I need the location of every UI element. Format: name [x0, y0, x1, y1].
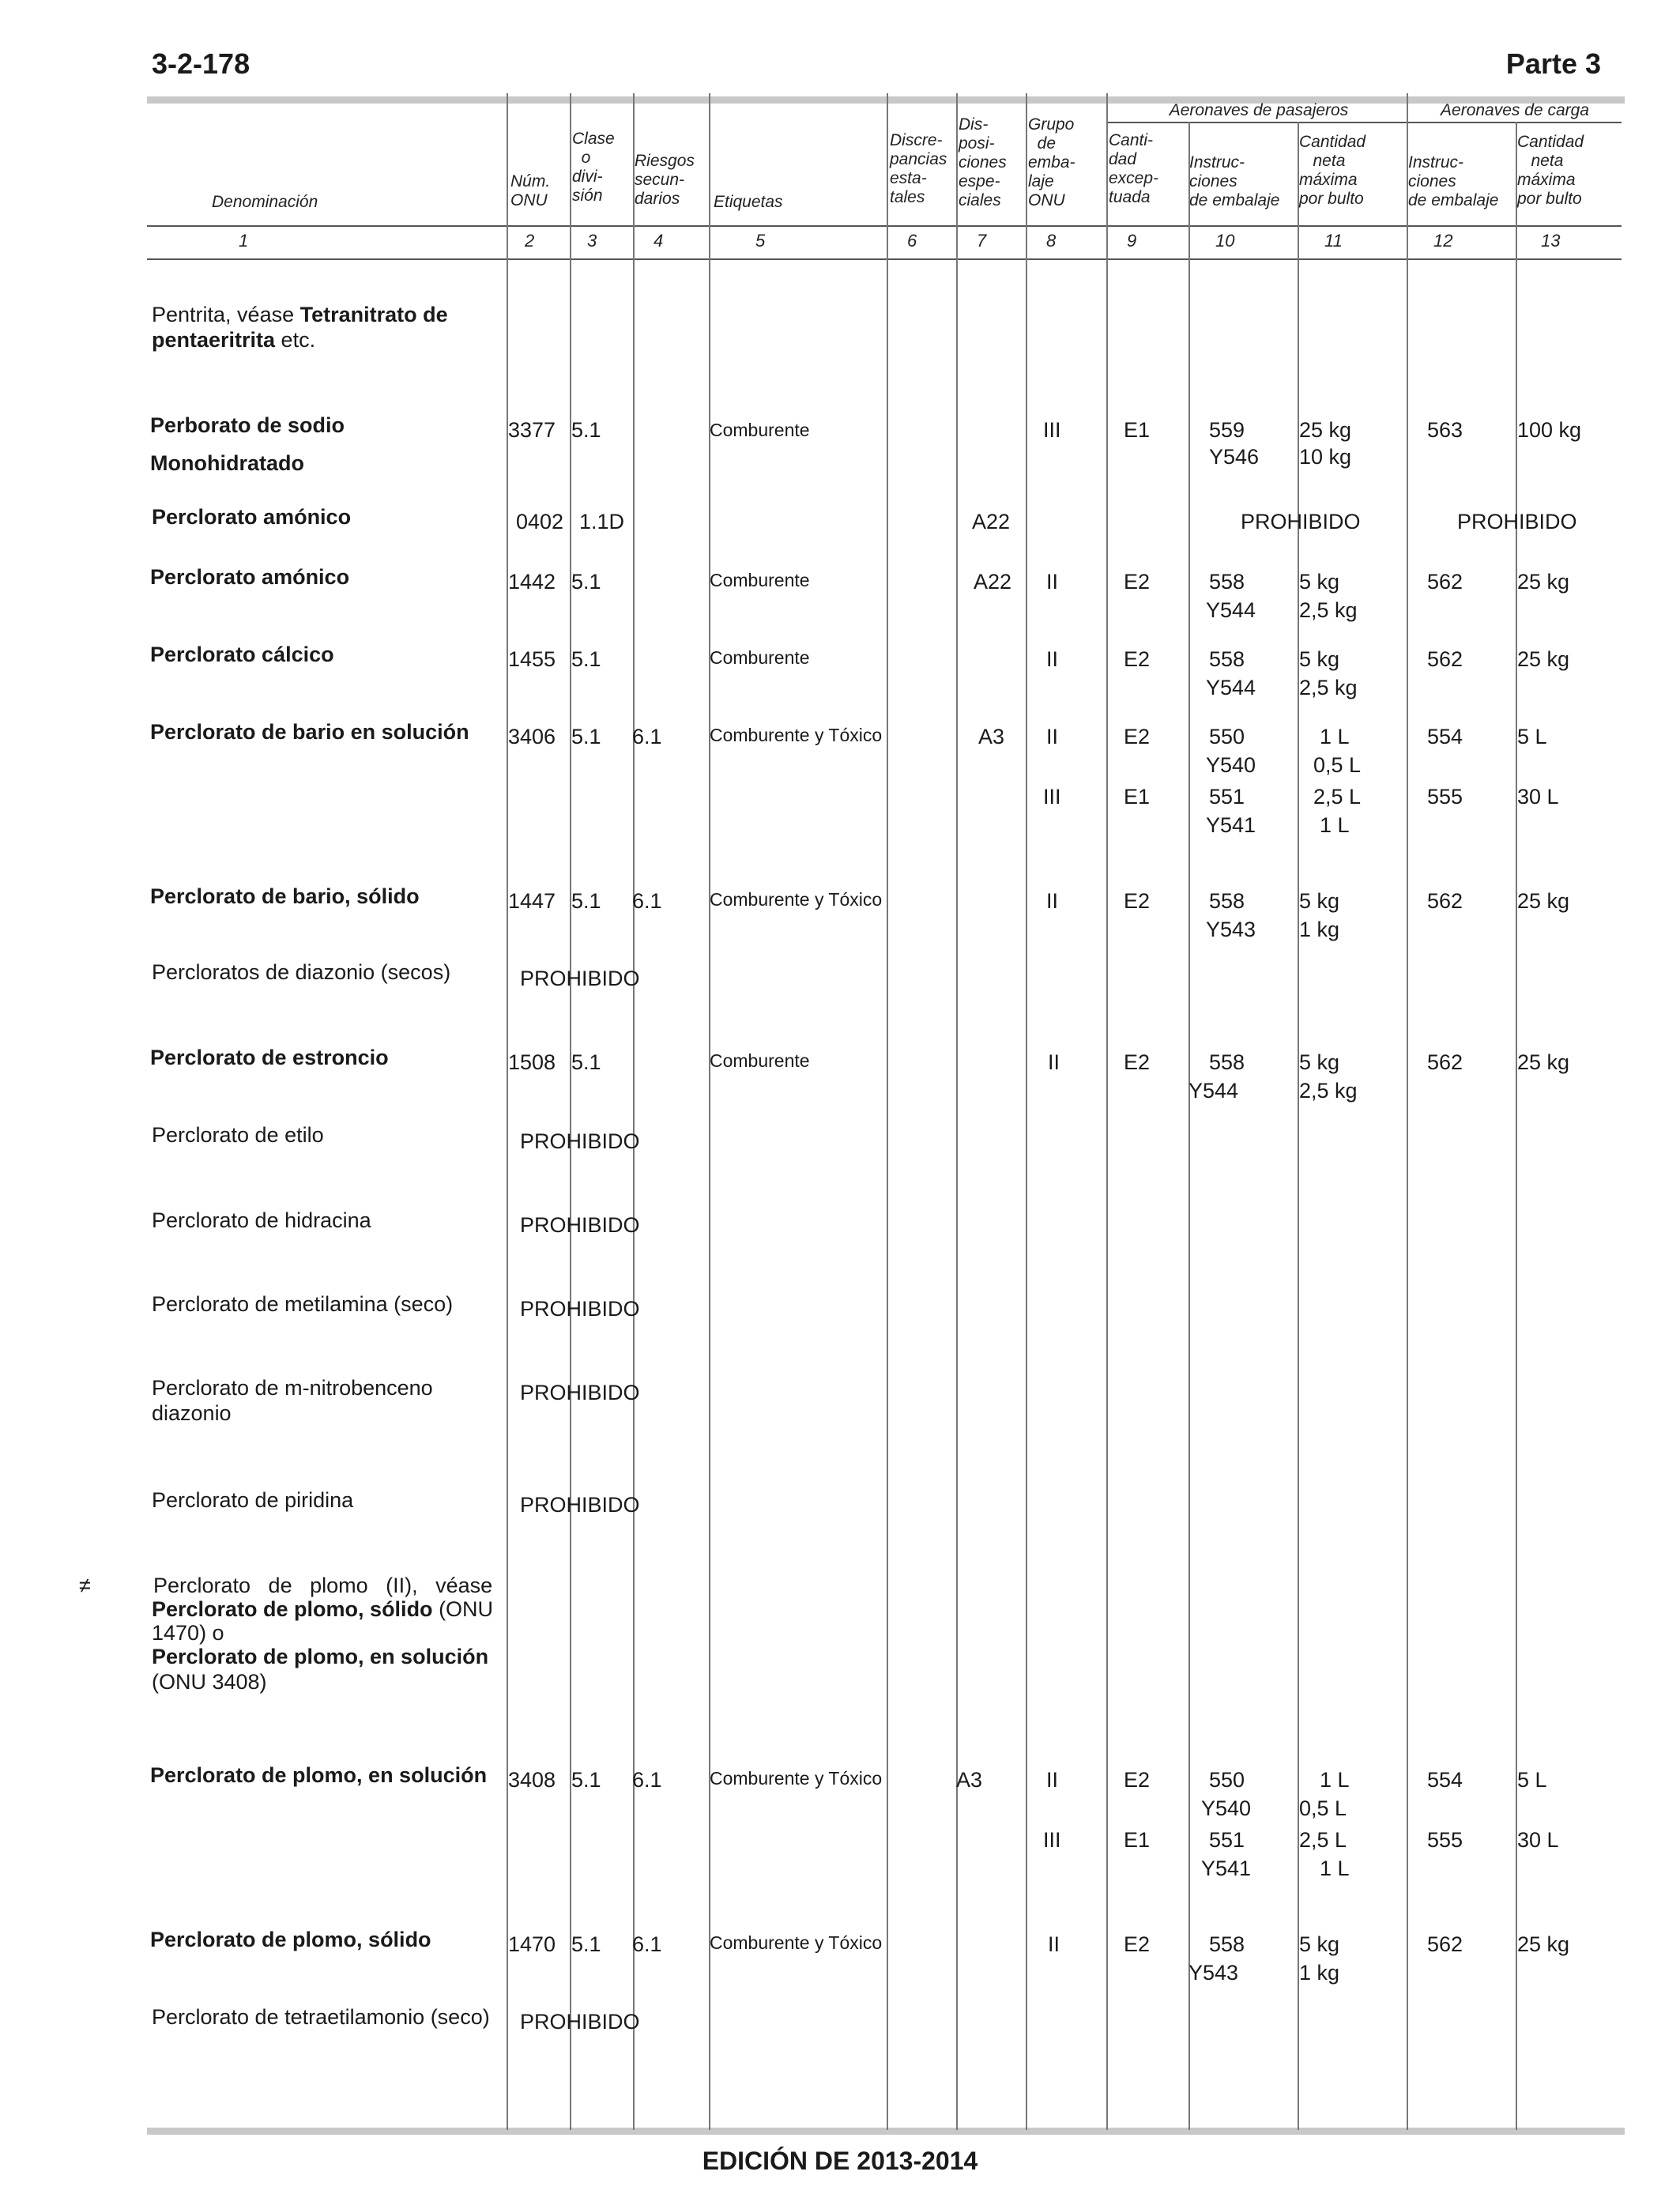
entry-name: Perclorato de plomo (II), véase [153, 1574, 493, 1597]
col-header-instrucciones-pax: Instruc- ciones de embalaje [1189, 153, 1280, 209]
packing-group: III [1043, 1828, 1061, 1852]
top-rule [147, 96, 1625, 104]
onu-number: 0402 [516, 510, 564, 533]
cargo-instruction: 555 [1427, 785, 1463, 809]
cargo-quantity: 25 kg [1517, 570, 1570, 594]
col-number: 13 [1541, 231, 1561, 251]
pax-instruction: 559 [1209, 418, 1245, 442]
prohibited: PROHIBIDO [520, 967, 640, 990]
col-number: 10 [1215, 231, 1235, 251]
class-division: 5.1 [571, 1932, 601, 1956]
pax-quantity: 5 kg [1299, 570, 1340, 594]
label: Comburente [710, 420, 810, 440]
onu-number: 3377 [508, 418, 556, 442]
col-divider [887, 93, 888, 2130]
label: Comburente y Tóxico [710, 1932, 883, 1953]
cargo-instruction: 562 [1427, 570, 1463, 594]
entry-name: Perclorato de tetraetilamonio (seco) [152, 2005, 490, 2029]
pax-instruction: 558 [1209, 647, 1245, 671]
entry-name: Perclorato de metilamina (seco) [152, 1292, 454, 1316]
col-header-denominacion: Denominación [212, 193, 318, 211]
group-header-pasajeros: Aeronaves de pasajeros [1169, 101, 1349, 119]
entry-name: Perclorato de plomo, sólido [150, 1928, 431, 1951]
label: Comburente [710, 1050, 810, 1071]
col-divider [1407, 93, 1408, 2130]
col-number: 1 [239, 231, 249, 251]
pax-instruction: 550 [1209, 1768, 1245, 1792]
excepted-quantity: E2 [1124, 647, 1151, 671]
cargo-instruction: 562 [1427, 889, 1463, 913]
pax-instruction: Y546 [1209, 445, 1260, 469]
col-header-onu: Núm. ONU [510, 172, 551, 209]
entry-name: Perclorato de m-nitrobenceno [152, 1376, 433, 1400]
cargo-quantity: 25 kg [1517, 647, 1570, 671]
excepted-quantity: E2 [1124, 1768, 1151, 1792]
pax-quantity: 5 kg [1299, 889, 1340, 913]
entry-reference-line [152, 1596, 493, 1622]
part-label: Parte 3 [1505, 47, 1601, 80]
col-header-cantidad-exceptuada: Canti- dad excep- tuada [1109, 131, 1159, 206]
pax-instruction: 558 [1209, 570, 1245, 594]
entry-name: Perclorato de plomo, en solución [150, 1763, 488, 1787]
packing-group: II [1046, 889, 1059, 913]
pax-quantity: 1 kg [1299, 918, 1340, 941]
cargo-instruction: 563 [1427, 418, 1463, 442]
col-number: 2 [525, 231, 535, 251]
cargo-quantity: 30 L [1517, 785, 1559, 809]
pax-instruction: Y540 [1206, 753, 1256, 777]
subsidiary-risk: 6.1 [632, 889, 662, 913]
prohibited: PROHIBIDO [520, 1213, 640, 1237]
pax-instruction: Y544 [1188, 1079, 1239, 1103]
entry-reference: Perclorato de plomo, sólido [152, 1597, 433, 1621]
col-number: 12 [1433, 231, 1453, 251]
cargo-quantity: 25 kg [1517, 1932, 1570, 1956]
col-header-grupo: Grupo de emba- laje ONU [1028, 115, 1075, 209]
entry-name: Perclorato de etilo [152, 1123, 324, 1147]
pax-instruction: Y541 [1201, 1857, 1252, 1880]
prohibited: PROHIBIDO [520, 1493, 640, 1517]
excepted-quantity: E2 [1124, 1050, 1151, 1074]
subsidiary-risk: 6.1 [632, 1932, 662, 1956]
excepted-quantity: E2 [1124, 725, 1151, 748]
packing-group: II [1048, 1932, 1060, 1956]
cargo-quantity: 30 L [1517, 1828, 1559, 1852]
cargo-instruction: 562 [1427, 1050, 1463, 1074]
special-provision: A3 [978, 725, 1005, 748]
excepted-quantity: E2 [1124, 570, 1151, 594]
entry-name: Perclorato de hidracina [152, 1208, 371, 1232]
label: Comburente y Tóxico [710, 725, 883, 745]
col-header-riesgos: Riesgos secun- darios [635, 152, 695, 208]
pax-quantity: 2,5 kg [1299, 676, 1358, 699]
pax-instruction: Y544 [1206, 598, 1256, 622]
aircraft-group-divider [1108, 122, 1622, 123]
col-number: 5 [755, 231, 766, 251]
entry-name: etc. [275, 328, 316, 352]
col-divider [1188, 122, 1190, 2130]
pax-quantity: 1 L [1320, 725, 1350, 748]
pax-instruction: Y540 [1201, 1796, 1252, 1820]
col-number: 8 [1046, 231, 1057, 251]
cargo-quantity: 100 kg [1517, 418, 1582, 442]
packing-group: III [1043, 418, 1061, 442]
class-division: 5.1 [571, 418, 601, 442]
pax-quantity: 5 kg [1299, 1932, 1340, 1956]
col-header-cantidad-carga: Cantidad neta máxima por bulto [1517, 133, 1584, 208]
page-number: 3-2-178 [152, 47, 250, 80]
cargo-prohibited: PROHIBIDO [1457, 510, 1577, 533]
entry-name: Perclorato amónico [150, 565, 350, 589]
entry-name: Perclorato de estroncio [150, 1046, 389, 1069]
entry-name: (ONU [432, 1597, 494, 1621]
prohibited: PROHIBIDO [520, 1381, 640, 1404]
prohibited: PROHIBIDO [520, 1129, 640, 1153]
pax-instruction: 558 [1209, 889, 1245, 913]
col-header-discrepancias: Discre- pancias esta- tales [890, 131, 947, 206]
onu-number: 1442 [508, 570, 556, 594]
onu-number: 1508 [508, 1050, 556, 1074]
special-provision: A22 [972, 510, 1011, 533]
col-header-clase: Clase o divi- sión [572, 130, 615, 205]
change-mark: ≠ [79, 1574, 91, 1597]
entry-name: Monohidratado [150, 451, 304, 475]
group-header-carga: Aeronaves de carga [1441, 101, 1589, 119]
subsidiary-risk: 6.1 [632, 725, 662, 748]
packing-group: II [1046, 647, 1059, 671]
onu-number: 1455 [508, 647, 556, 671]
entry-reference: Perclorato de plomo, en solución [152, 1645, 489, 1668]
prohibited: PROHIBIDO [520, 2010, 640, 2034]
pax-instruction: 558 [1209, 1932, 1245, 1956]
entry-reference: Tetranitrato de [299, 303, 448, 326]
prohibited: PROHIBIDO [520, 1297, 640, 1321]
colnum-divider [147, 258, 1622, 260]
class-division: 5.1 [571, 1768, 601, 1792]
excepted-quantity: E1 [1124, 418, 1151, 442]
col-divider [1026, 93, 1027, 2130]
col-number: 3 [587, 231, 597, 251]
pax-instruction: 558 [1209, 1050, 1245, 1074]
pax-prohibited: PROHIBIDO [1241, 510, 1361, 533]
col-number: 6 [907, 231, 917, 251]
col-divider [956, 93, 958, 2130]
onu-number: 3408 [508, 1768, 556, 1792]
entry-name: Perborato de sodio [150, 413, 345, 437]
pax-quantity: 2,5 kg [1299, 598, 1358, 622]
col-header-etiquetas: Etiquetas [714, 193, 783, 211]
pax-quantity: 10 kg [1299, 445, 1352, 469]
pax-instruction: 551 [1209, 785, 1245, 809]
class-division: 1.1D [579, 510, 625, 533]
cargo-quantity: 5 L [1517, 1768, 1547, 1792]
entry-name: Perclorato amónico [152, 505, 352, 529]
cargo-quantity: 25 kg [1517, 1050, 1570, 1074]
pax-quantity: 1 L [1320, 1768, 1350, 1792]
cargo-instruction: 554 [1427, 1768, 1463, 1792]
col-divider [507, 93, 508, 2130]
col-divider [633, 93, 635, 2130]
entry-name: Perclorato cálcico [150, 643, 334, 666]
subsidiary-risk: 6.1 [632, 1768, 662, 1792]
special-provision: A22 [974, 570, 1012, 594]
pax-quantity: 25 kg [1299, 418, 1352, 442]
pax-instruction: Y544 [1206, 676, 1256, 699]
pax-quantity: 0,5 L [1299, 1796, 1347, 1820]
pax-quantity: 2,5 kg [1299, 1079, 1358, 1103]
entry-name: Perclorato de piridina [152, 1488, 354, 1512]
class-division: 5.1 [571, 647, 601, 671]
cargo-instruction: 554 [1427, 725, 1463, 748]
cargo-quantity: 25 kg [1517, 889, 1570, 913]
label: Comburente [710, 570, 810, 590]
packing-group: II [1046, 1768, 1059, 1792]
cargo-instruction: 562 [1427, 647, 1463, 671]
entry-reference: pentaeritrita [152, 328, 276, 352]
col-divider [709, 93, 710, 2130]
pax-quantity: 1 L [1320, 813, 1350, 837]
pax-quantity: 5 kg [1299, 647, 1340, 671]
table-row-pentrita [152, 302, 448, 352]
excepted-quantity: E2 [1124, 889, 1151, 913]
class-division: 5.1 [571, 889, 601, 913]
label: Comburente y Tóxico [710, 889, 883, 910]
entry-name: Perclorato de bario, sólido [150, 884, 420, 908]
excepted-quantity: E2 [1124, 1932, 1151, 1956]
cargo-instruction: 562 [1427, 1932, 1463, 1956]
header-divider [147, 225, 1622, 227]
class-division: 5.1 [571, 725, 601, 748]
onu-number: 3406 [508, 725, 556, 748]
entry-name: Perclorato de bario en solución [150, 720, 469, 744]
col-header-cantidad-pax: Cantidad neta máxima por bulto [1299, 133, 1366, 208]
col-divider [1106, 93, 1108, 2130]
pax-instruction: Y543 [1206, 918, 1256, 941]
label: Comburente [710, 647, 810, 668]
special-provision: A3 [956, 1768, 983, 1792]
entry-name: Pentrita, véase [152, 303, 300, 326]
pax-instruction: 550 [1209, 725, 1245, 748]
pax-quantity: 2,5 L [1299, 1828, 1347, 1852]
pax-quantity: 2,5 L [1313, 785, 1362, 809]
pax-quantity: 1 L [1320, 1857, 1350, 1880]
class-division: 5.1 [571, 1050, 601, 1074]
entry-name: diazonio [152, 1401, 232, 1425]
packing-group: II [1046, 570, 1059, 594]
pax-instruction: Y541 [1206, 813, 1256, 837]
onu-number: 1447 [508, 889, 556, 913]
footer-edition: EDICIÓN DE 2013-2014 [702, 2147, 978, 2175]
label: Comburente y Tóxico [710, 1768, 883, 1789]
onu-number: 1470 [508, 1932, 556, 1956]
pax-quantity: 1 kg [1299, 1961, 1340, 1985]
col-number: 9 [1127, 231, 1137, 251]
bottom-rule [147, 2128, 1625, 2135]
packing-group: III [1043, 785, 1061, 809]
packing-group: II [1048, 1050, 1060, 1074]
pax-instruction: Y543 [1188, 1961, 1239, 1985]
entry-name: 1470) o [152, 1621, 224, 1645]
class-division: 5.1 [571, 570, 601, 594]
col-number: 4 [654, 231, 664, 251]
entry-name: (ONU 3408) [152, 1670, 267, 1694]
entry-name: Percloratos de diazonio (secos) [152, 960, 451, 984]
col-divider [570, 93, 571, 2130]
col-number: 11 [1324, 231, 1343, 251]
col-header-instrucciones-carga: Instruc- ciones de embalaje [1408, 153, 1499, 209]
pax-instruction: 551 [1209, 1828, 1245, 1852]
col-header-disposiciones: Dis- posi- ciones espe- ciales [959, 115, 1007, 209]
col-number: 7 [977, 231, 987, 251]
cargo-instruction: 555 [1427, 1828, 1463, 1852]
pax-quantity: 5 kg [1299, 1050, 1340, 1074]
excepted-quantity: E1 [1124, 1828, 1151, 1852]
cargo-quantity: 5 L [1517, 725, 1547, 748]
packing-group: II [1046, 725, 1059, 748]
pax-quantity: 0,5 L [1313, 753, 1362, 777]
excepted-quantity: E1 [1124, 785, 1151, 809]
